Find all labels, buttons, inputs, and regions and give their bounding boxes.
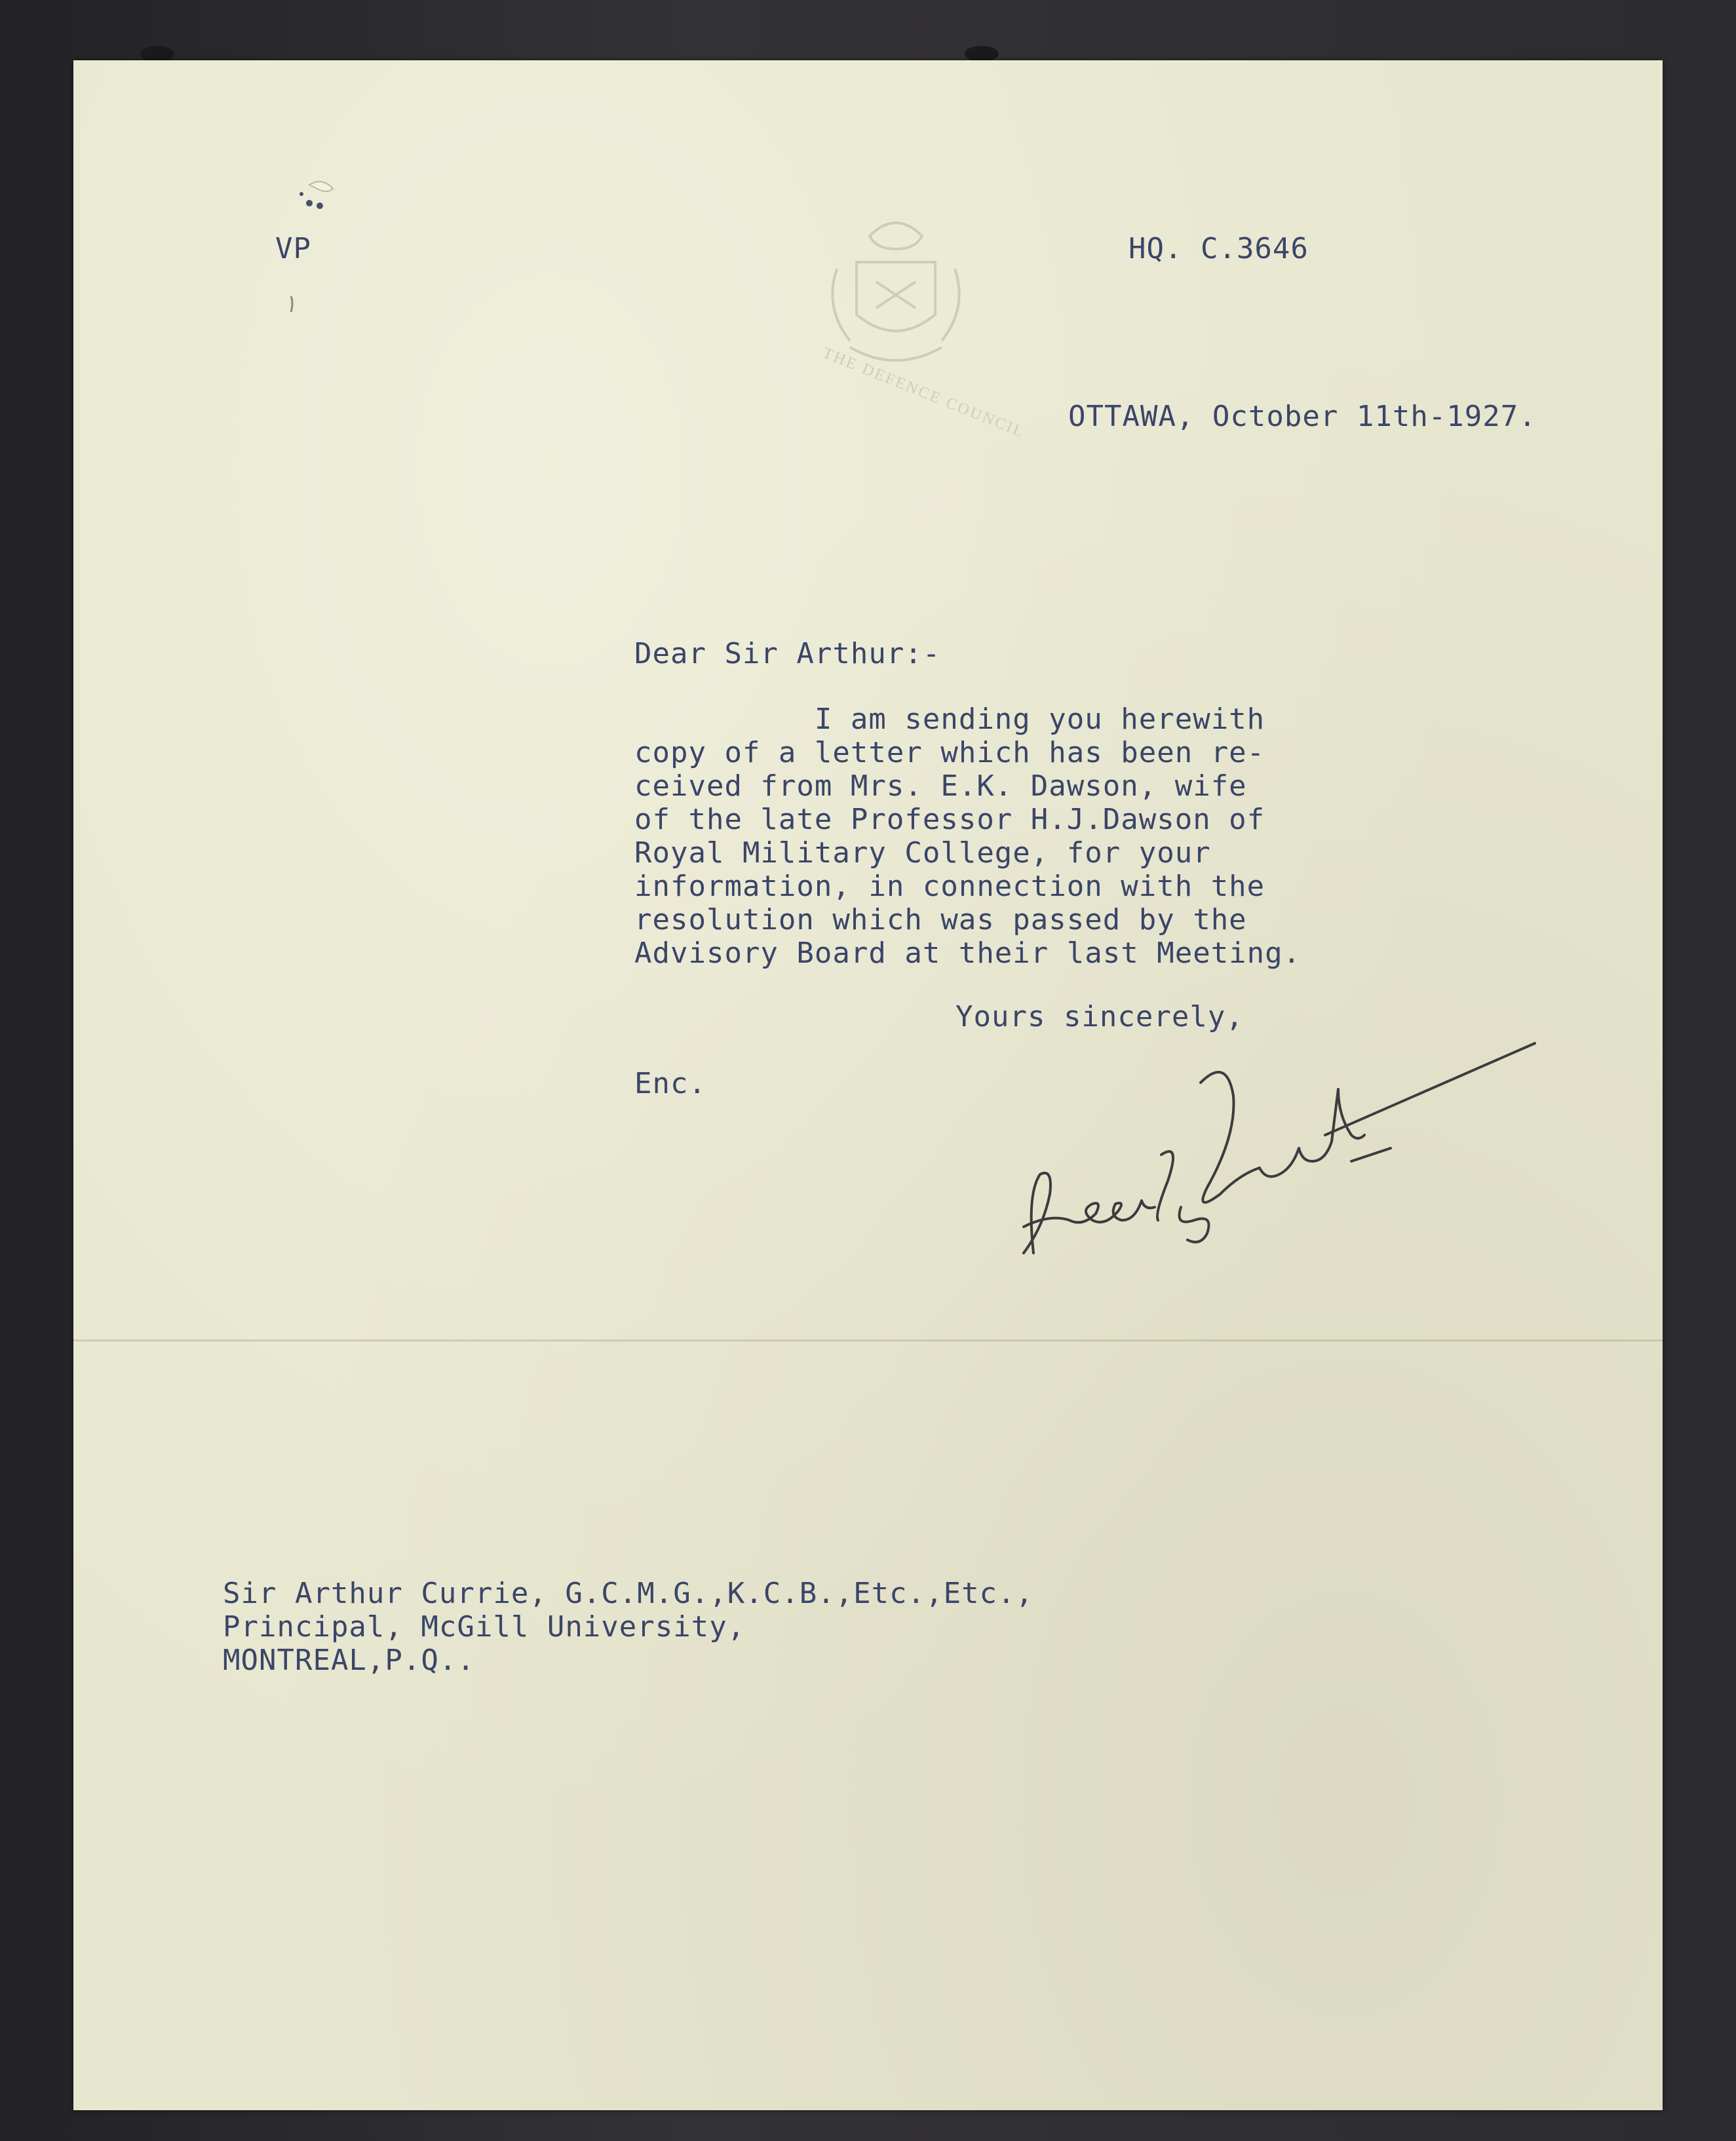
body-line: I am sending you herewith [634,703,1265,736]
body-line: ceived from Mrs. E.K. Dawson, wife [634,769,1247,803]
fold-crease [73,1340,1663,1341]
embossed-seal [811,190,1028,442]
body-line: of the late Professor H.J.Dawson of [634,803,1265,836]
body-line: Advisory Board at their last Meeting. [634,936,1302,970]
body-line: copy of a letter which has been re- [634,736,1265,769]
handwritten-signature [1011,1056,1672,1292]
closing: Yours sincerely, [955,1000,1244,1033]
salutation: Dear Sir Arthur:- [634,637,941,670]
address-line: Principal, McGill University, [223,1610,746,1644]
address-line: MONTREAL,P.Q.. [223,1644,475,1677]
file-mark: VP [275,232,311,265]
body-line: resolution which was passed by the [634,903,1247,936]
letter-page [73,60,1663,2110]
reference-number: HQ. C.3646 [1128,232,1309,265]
seal-text: THE DEFENCE COUNCIL [820,344,1028,442]
body-line: Royal Military College, for your [634,836,1211,870]
signature-text: Henry Smart [1011,1056,1014,1057]
date-line: OTTAWA, October 11th-1927. [1068,400,1537,433]
address-line: Sir Arthur Currie, G.C.M.G.,K.C.B.,Etc.,Etc., [223,1577,1034,1610]
body-line: information, in connection with the [634,870,1265,903]
enclosure-note: Enc. [634,1067,706,1100]
